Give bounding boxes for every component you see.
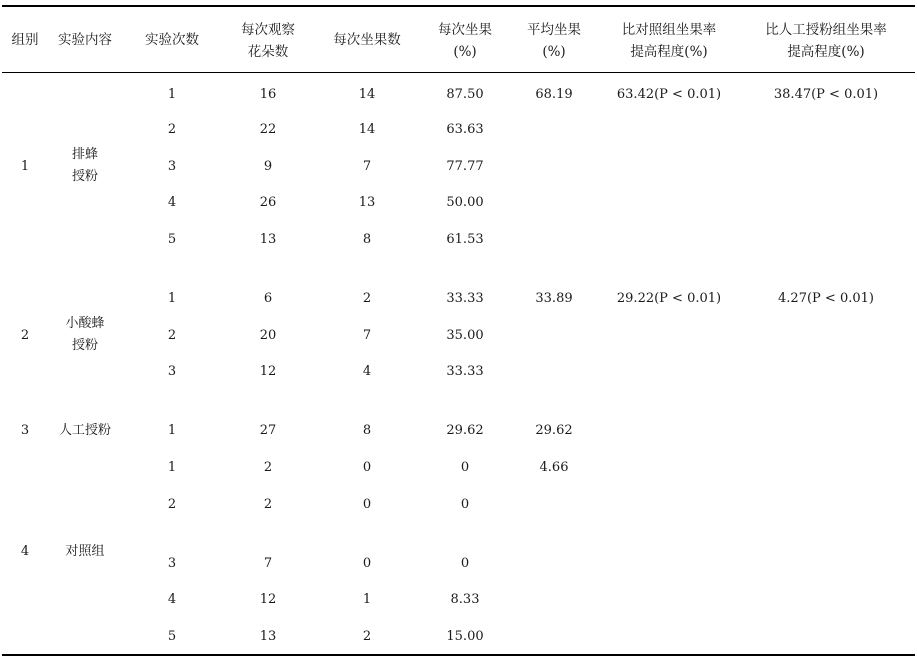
cell-trial: 5 [167, 629, 177, 644]
cell-trial: 1 [167, 291, 177, 306]
group-id: 4 [20, 544, 30, 559]
cell-rate: 29.62 [446, 423, 484, 438]
header-fruits: 每次坐果数 [333, 32, 401, 48]
cell-trial: 4 [167, 195, 177, 210]
cell-trial: 1 [167, 460, 177, 475]
cell-trial: 4 [167, 592, 177, 607]
cell-fruits: 8 [362, 232, 372, 247]
cell-rate: 77.77 [446, 159, 484, 174]
cell-trial: 1 [167, 87, 177, 102]
cell-flowers: 27 [259, 423, 277, 438]
cell-fruits: 7 [362, 328, 372, 343]
cell-fruits: 13 [358, 195, 376, 210]
cell-trial: 3 [167, 159, 177, 174]
group-content-line1: 人工授粉 [58, 423, 112, 438]
cell-fruits: 0 [362, 460, 372, 475]
cell-trial: 2 [167, 497, 177, 512]
cell-flowers: 22 [259, 122, 277, 137]
header-vs-control-line1: 比对照组坐果率 [621, 22, 717, 38]
header-vs-manual-line2: 提高程度(%) [787, 44, 865, 60]
cell-rate: 8.33 [450, 592, 480, 607]
header-group: 组别 [11, 32, 39, 48]
cell-fruits: 14 [358, 87, 376, 102]
cell-trial: 2 [167, 328, 177, 343]
group-average: 4.66 [539, 460, 569, 475]
cell-rate: 0 [460, 460, 470, 475]
cell-rate: 0 [460, 497, 470, 512]
cell-fruits: 2 [362, 629, 372, 644]
cell-trial: 5 [167, 232, 177, 247]
header-flowers-line1: 每次观察 [241, 22, 295, 38]
cell-fruits: 4 [362, 364, 372, 379]
cell-flowers: 13 [259, 232, 277, 247]
group-id: 3 [20, 423, 30, 438]
group-average: 33.89 [535, 291, 573, 306]
cell-flowers: 20 [259, 328, 277, 343]
cell-flowers: 6 [263, 291, 273, 306]
header-flowers-line2: 花朵数 [247, 44, 289, 60]
cell-flowers: 2 [263, 460, 273, 475]
group-average: 68.19 [535, 87, 573, 102]
cell-rate: 50.00 [446, 195, 484, 210]
cell-flowers: 9 [263, 159, 273, 174]
cell-fruits: 1 [362, 592, 372, 607]
cell-rate: 33.33 [446, 291, 484, 306]
cell-fruits: 7 [362, 159, 372, 174]
group-vs-control: 29.22(P < 0.01) [616, 291, 722, 306]
header-content: 实验内容 [58, 32, 112, 48]
group-content-line1: 对照组 [65, 544, 105, 559]
header-rule [2, 72, 915, 73]
group-average: 29.62 [535, 423, 573, 438]
cell-flowers: 7 [263, 556, 273, 571]
group-content-line2: 授粉 [71, 338, 99, 353]
header-vs-manual-line1: 比人工授粉组坐果率 [765, 22, 887, 38]
cell-flowers: 12 [259, 364, 277, 379]
cell-rate: 35.00 [446, 328, 484, 343]
cell-fruits: 0 [362, 556, 372, 571]
cell-flowers: 2 [263, 497, 273, 512]
cell-rate: 61.53 [446, 232, 484, 247]
cell-rate: 87.50 [446, 87, 484, 102]
cell-fruits: 8 [362, 423, 372, 438]
header-average-line1: 平均坐果 [527, 22, 581, 38]
cell-flowers: 26 [259, 195, 277, 210]
cell-trial: 1 [167, 423, 177, 438]
group-vs-manual: 38.47(P < 0.01) [773, 87, 879, 102]
cell-fruits: 2 [362, 291, 372, 306]
cell-trial: 2 [167, 122, 177, 137]
bottom-rule [2, 654, 915, 656]
group-content-line1: 排蜂 [71, 147, 99, 162]
header-average-line2: (%) [542, 44, 566, 60]
header-trial: 实验次数 [145, 32, 199, 48]
cell-trial: 3 [167, 556, 177, 571]
group-id: 2 [20, 328, 30, 343]
cell-flowers: 12 [259, 592, 277, 607]
header-rate-line2: (%) [453, 44, 477, 60]
group-id: 1 [20, 159, 30, 174]
cell-rate: 15.00 [446, 629, 484, 644]
group-content-line1: 小酸蜂 [65, 316, 105, 331]
cell-fruits: 14 [358, 122, 376, 137]
cell-rate: 63.63 [446, 122, 484, 137]
header-rate-line1: 每次坐果 [438, 22, 492, 38]
cell-rate: 33.33 [446, 364, 484, 379]
cell-flowers: 13 [259, 629, 277, 644]
group-vs-manual: 4.27(P < 0.01) [778, 291, 874, 306]
cell-rate: 0 [460, 556, 470, 571]
cell-trial: 3 [167, 364, 177, 379]
header-vs-control-line2: 提高程度(%) [630, 44, 708, 60]
top-rule [2, 5, 915, 7]
cell-fruits: 0 [362, 497, 372, 512]
cell-flowers: 16 [259, 87, 277, 102]
group-content-line2: 授粉 [71, 169, 99, 184]
group-vs-control: 63.42(P < 0.01) [616, 87, 722, 102]
